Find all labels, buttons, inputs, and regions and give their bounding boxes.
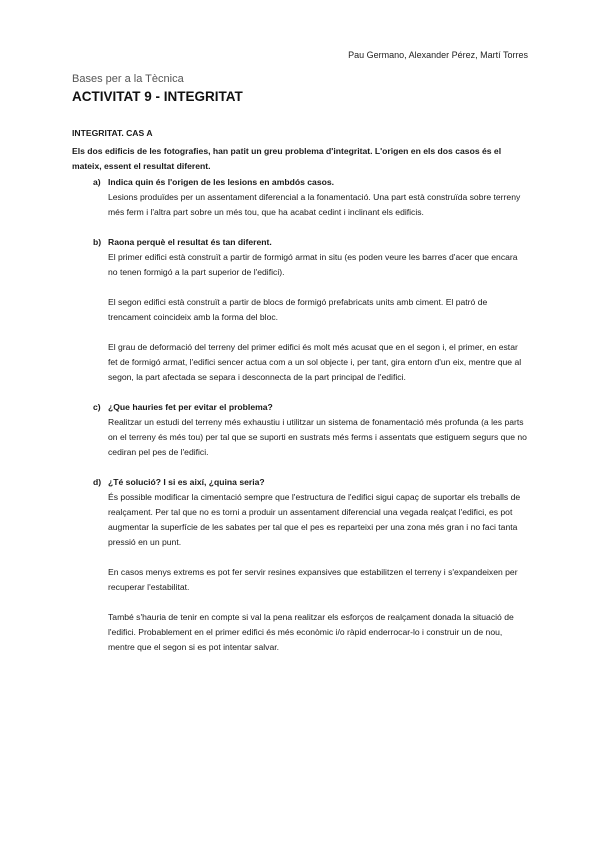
page-title: ACTIVITAT 9 - INTEGRITAT <box>72 89 243 104</box>
question-letter: d) <box>93 477 102 487</box>
answer-paragraph: Realitzar un estudi del terreny més exhaustiu i utilitzar un sistema de fonamentació més profunda (a les parts on el terreny és més tou) per tal que se suporti en sustrats més ferms i assentats que estiguem segurs que no cediran pel pes de l'edifici. <box>108 417 527 457</box>
question-c <box>72 400 528 415</box>
question-text: ¿Que hauries fet per evitar el problema? <box>108 402 273 412</box>
document-body <box>72 126 528 655</box>
question-text: Indica quin és l'origen de les lesions en ambdós casos. <box>108 177 335 187</box>
question-letter: a) <box>93 177 101 187</box>
question-b <box>72 235 528 250</box>
answer-paragraph: El segon edifici està construït a partir de blocs de formigó prefabricats units amb ciment. El patró de trencament coincideix amb la forma del bloc. <box>108 297 488 322</box>
case-title: INTEGRITAT. CAS A <box>72 128 153 138</box>
answer-paragraph: També s'hauria de tenir en compte si val la pena realitzar els esforços de realçament donada la situació de l'edifici. Probablement en el primer edifici és més econòmic i/o ràpid enderrocar-lo i construir un de nou, mentre que el segon si es pot intentar salvar. <box>108 612 514 652</box>
question-d <box>72 475 528 490</box>
question-text: ¿Té solució? I si es així, ¿quina seria? <box>108 477 265 487</box>
question-a <box>72 175 528 190</box>
question-letter: b) <box>93 237 102 247</box>
answer-paragraph: El primer edifici està construït a partir de formigó armat in situ (es poden veure les barres d'acer que encara no tenen formigó a la part superior de l'edifici). <box>108 252 518 277</box>
answer-paragraph: En casos menys extrems es pot fer servir resines expansives que estabilitzen el terreny i s'expandeixen per recuperar l'estabilitat. <box>108 567 518 592</box>
answer-paragraph: Lesions produïdes per un assentament diferencial a la fonamentació. Una part està construïda sobre terreny més ferm i l'altra part sobre un més tou, que ha acabat cedint i inclinant els edificis. <box>108 192 521 217</box>
answer-paragraph: El grau de deformació del terreny del primer edifici és molt més acusat que en el segon i, el primer, en estar fet de formigó armat, l'edifici sencer actua com a un sol objecte i, per tant, gira entorn d'un eix, mentre que al segon, la part afectada se separa i desconnecta de la part principal de l'edifici. <box>108 342 522 382</box>
course-subject: Bases per a la Tècnica <box>72 73 184 85</box>
question-letter: c) <box>93 402 101 412</box>
case-intro: Els dos edificis de les fotografies, han patit un greu problema d'integritat. L'origen en els dos casos és el mateix, essent el resultat diferent. <box>72 146 502 171</box>
authors: Pau Germano, Alexander Pérez, Martí Torres <box>348 50 528 60</box>
answer-paragraph: És possible modificar la cimentació sempre que l'estructura de l'edifici sigui capaç de suportar els treballs de realçament. Per tal que no es torni a produir un assentament diferencial una vegada realçat l'edifici, es pot augmentar la superfície de les sabates per tal que el pes es reparteixi per una zona més gran i no faci tanta pressió en un punt. <box>108 492 521 547</box>
question-text: Raona perquè el resultat és tan diferent. <box>108 237 272 247</box>
